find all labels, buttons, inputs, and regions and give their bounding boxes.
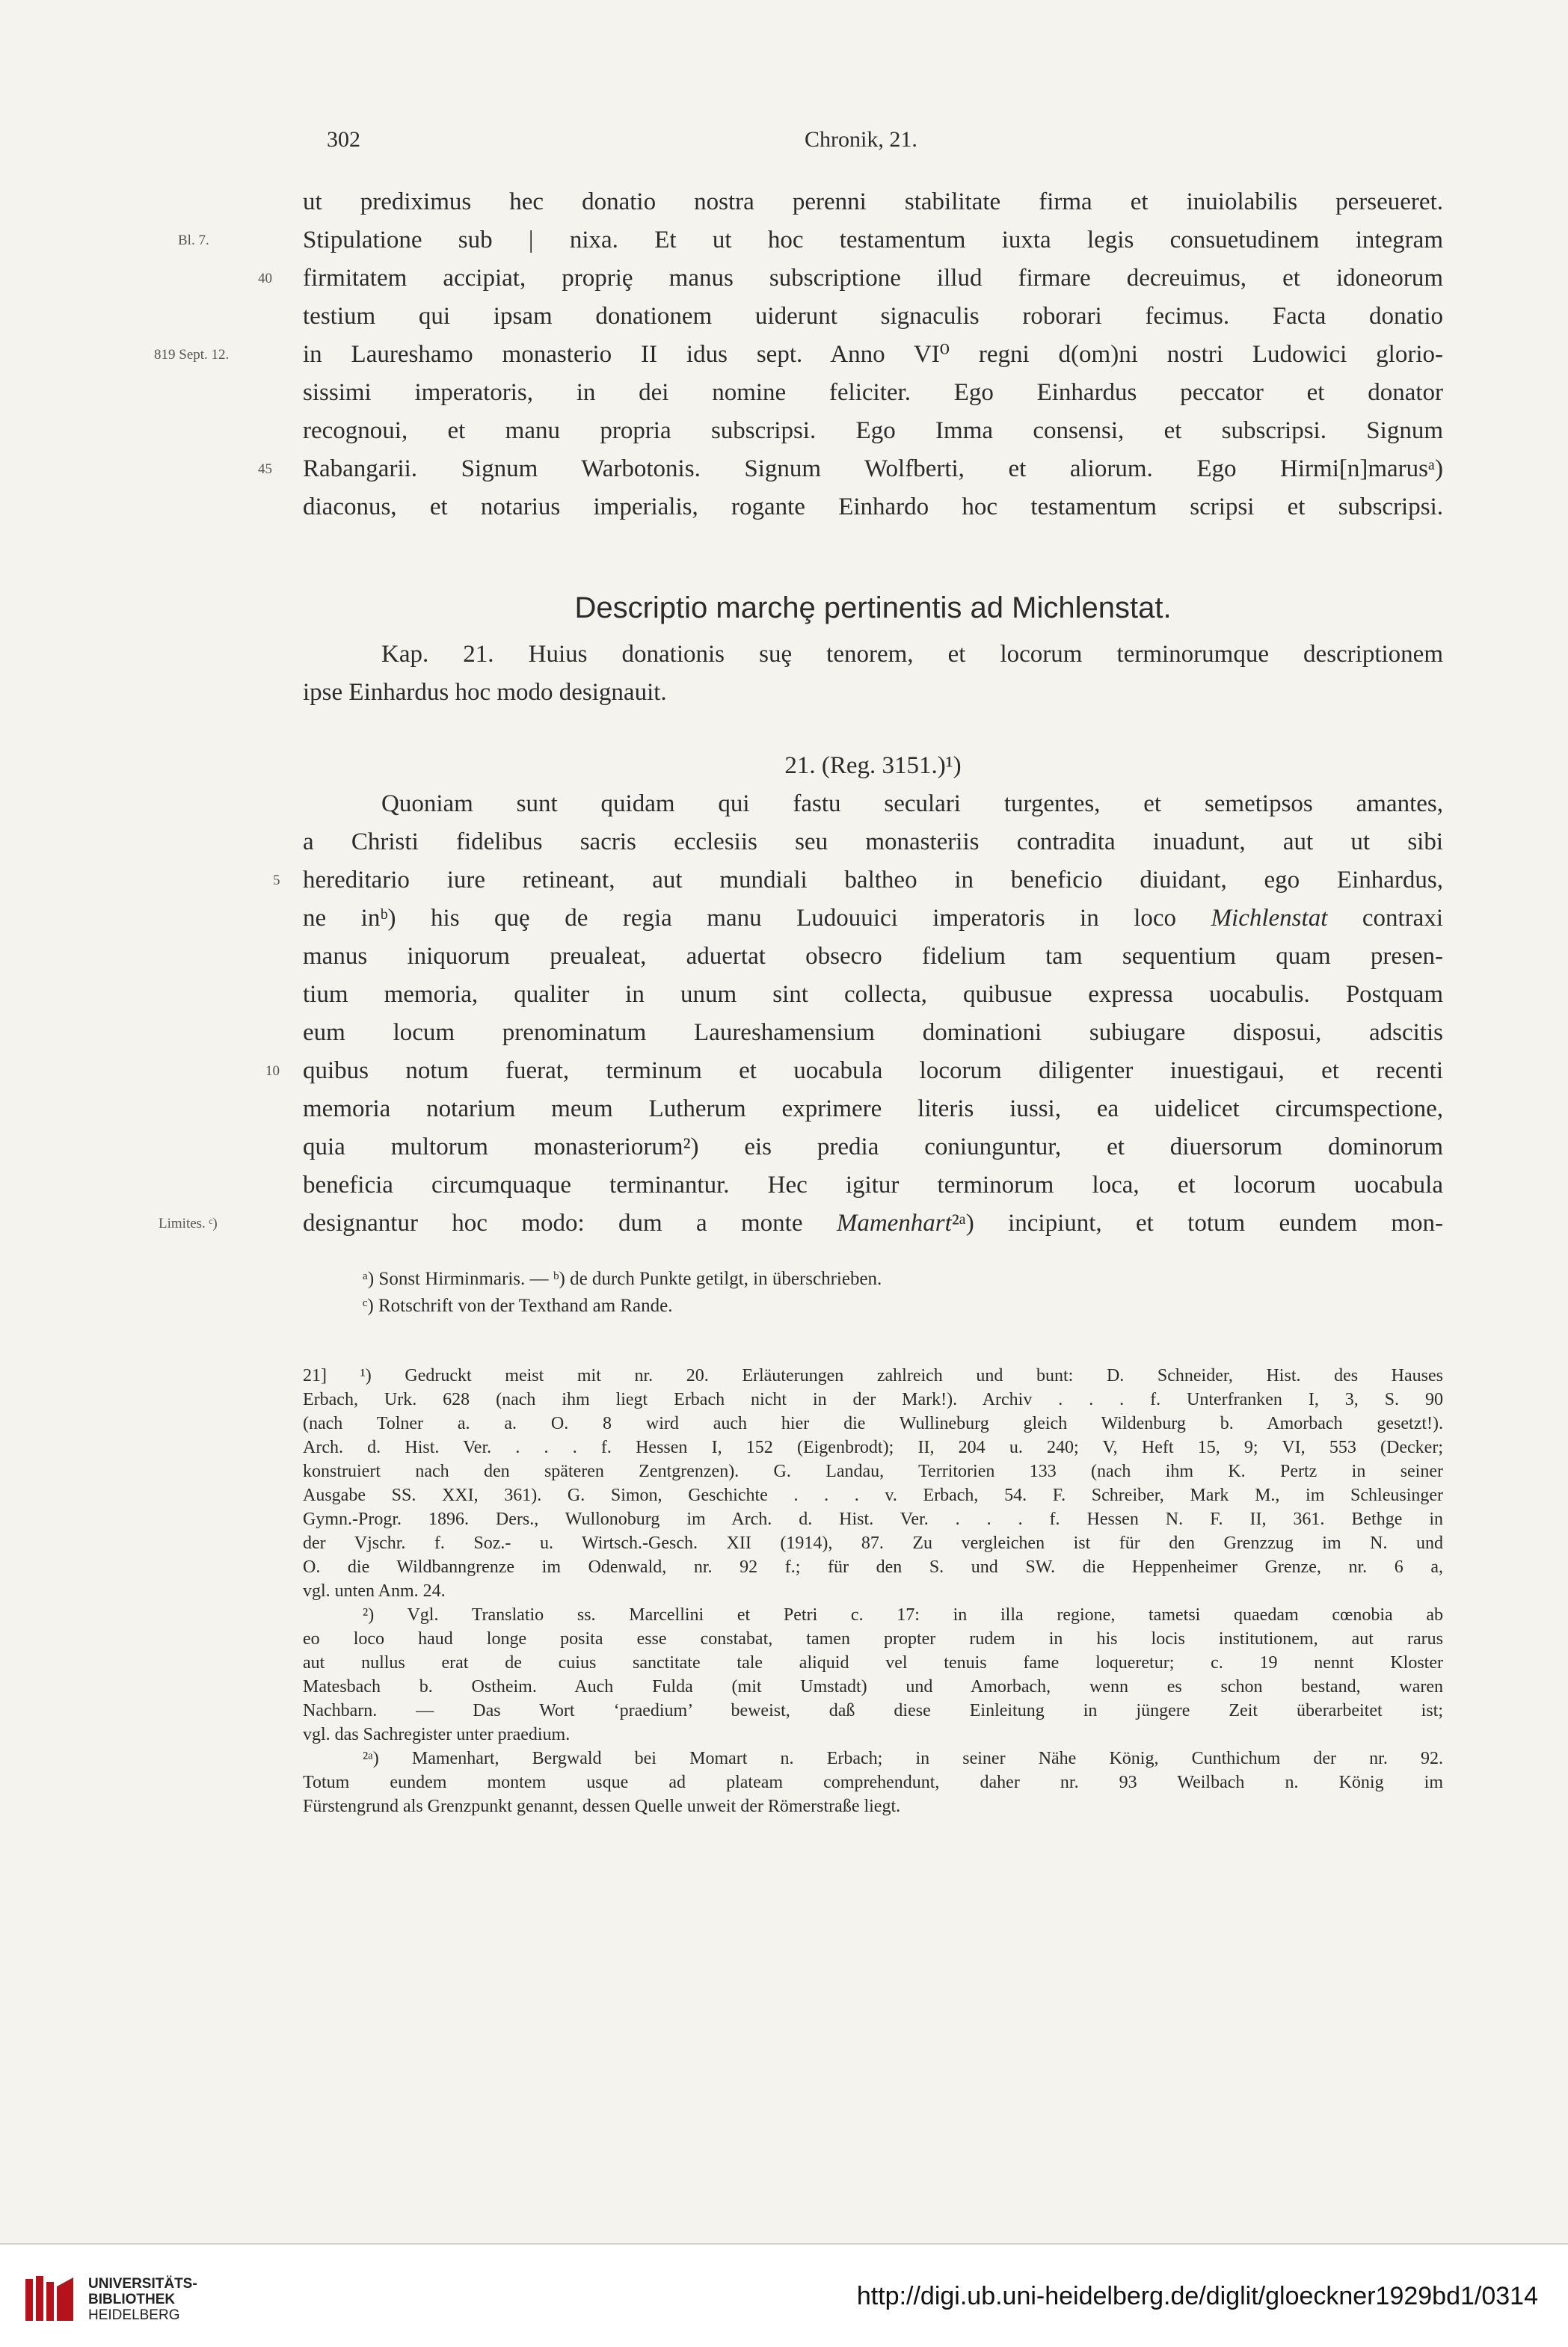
text-line: manus iniquorum preualeat, aduertat obsecro fidelium tam sequentium quam presen- — [303, 943, 1443, 970]
footnote-line: aut nullus erat de cuius sanctitate tale aliquid vel tenuis fame loqueretur; c. 19 nennt Kloster — [303, 1653, 1443, 1673]
footnote-line: konstruiert nach den späteren Zentgrenzen). G. Landau, Territorien 133 (nach ihm K. Pertz in seiner — [303, 1462, 1443, 1481]
margin-date: 819 Sept. 12. — [154, 347, 230, 363]
text-run: ne inᵇ) his quȩ de regia manu Ludouuici imperatoris in loco — [303, 905, 1211, 932]
margin-line-40: 40 — [258, 271, 272, 286]
library-name-line: UNIVERSITÄTS- — [88, 2276, 197, 2292]
text-line: recognoui, et manu propria subscripsi. Ego Imma consensi, et subscripsi. Signum — [303, 417, 1443, 444]
text-line: in Laureshamo monasterio II idus sept. Anno VI⁰ regni d(om)ni nostri Ludowici glorio- — [303, 341, 1443, 368]
footnote-line: 21] ¹) Gedruckt meist mit nr. 20. Erläuterungen zahlreich und bunt: D. Schneider, Hist. des Hauses — [303, 1366, 1443, 1385]
footnote-line: vgl. das Sachregister unter praedium. — [303, 1725, 571, 1744]
intro-block — [303, 636, 1443, 712]
top-text-block — [303, 183, 1443, 526]
page-number: 302 — [327, 127, 360, 152]
place-name: Michlenstat — [1211, 905, 1328, 932]
text-line: tium memoria, qualiter in unum sint collecta, quibusue expressa uocabulis. Postquam — [303, 981, 1443, 1008]
margin-limites: Limites. ᶜ) — [159, 1216, 218, 1231]
footnote-line: O. die Wildbanngrenze im Odenwald, nr. 92 f.; für den S. und SW. die Heppenheimer Grenze, nr. 6 a, — [303, 1557, 1443, 1577]
footnote-line: Gymn.-Progr. 1896. Ders., Wullonoburg im Arch. d. Hist. Ver. . . . f. Hessen N. F. II, 361. Bethge in — [303, 1510, 1443, 1529]
margin-line-5: 5 — [273, 873, 280, 888]
footnote-line: Fürstengrund als Grenzpunkt genannt, dessen Quelle unweit der Römerstraße liegt. — [303, 1797, 901, 1816]
library-name-line: BIBLIOTHEK — [88, 2292, 176, 2307]
footnote-line: ²) Vgl. Translatio ss. Marcellini et Petri c. 17: in illa regione, tametsi quaedam cœnobia ab — [363, 1605, 1443, 1625]
text-line: eum locum prenominatum Laureshamensium dominationi subiugare disposui, adscitis — [303, 1019, 1443, 1046]
library-logo-icon — [21, 2271, 76, 2327]
footnote-line: Totum eundem montem usque ad plateam comprehendunt, daher nr. 93 Weilbach n. König im — [303, 1773, 1443, 1792]
footnote-line: Nachbarn. — Das Wort ‘praedium’ beweist, daß diese Einleitung in jüngere Zeit überarbeitet ist; — [303, 1701, 1443, 1720]
text-line: testium qui ipsam donationem uiderunt signaculis roborari fecimus. Facta donatio — [303, 303, 1443, 330]
text-line: diaconus, et notarius imperialis, rogante Einhardo hoc testamentum scripsi et subscripsi. — [303, 493, 1443, 520]
running-title: Chronik, 21. — [805, 127, 917, 152]
text-line — [303, 899, 1443, 938]
library-name — [88, 2276, 197, 2323]
text-run: contraxi — [1327, 905, 1443, 932]
section-title: Descriptio marchȩ pertinentis ad Michlenstat. — [574, 591, 1172, 624]
footnote-line: Arch. d. Hist. Ver. . . . f. Hessen I, 152 (Eigenbrodt); II, 204 u. 240; V, Heft 15, 9; VI, 553 (Decker; — [303, 1438, 1443, 1457]
footnote-line: der Vjschr. f. Soz.- u. Wirtsch.-Gesch. XII (1914), 87. Zu vergleichen ist für den Grenzzug im N. und — [303, 1534, 1443, 1553]
footnote-line: Erbach, Urk. 628 (nach ihm liegt Erbach nicht in der Mark!). Archiv . . . f. Unterfranken I, 3, S. 90 — [303, 1390, 1443, 1409]
text-line: hereditario iure retineant, aut mundiali baltheo in beneficio diuidant, ego Einhardus, — [303, 867, 1443, 893]
text-run: ²ᵃ) incipiunt, et totum eundem mon- — [951, 1210, 1443, 1237]
document-heading-block — [303, 747, 1443, 785]
footnote-line: Matesbach b. Ostheim. Auch Fulda (mit Umstadt) und Amorbach, wenn es schon bestand, waren — [303, 1677, 1443, 1697]
permalink-url[interactable]: http://digi.ub.uni-heidelberg.de/diglit/gloeckner1929bd1/0314 — [856, 2282, 1538, 2310]
text-line: a Christi fidelibus sacris ecclesiis seu monasteriis contradita inuadunt, aut ut sibi — [303, 828, 1443, 855]
library-name-line: HEIDELBERG — [88, 2307, 180, 2323]
main-text-block — [303, 785, 1443, 1243]
text-critical-notes — [303, 1266, 1443, 1320]
footnote-line: ²ᵃ) Mamenhart, Bergwald bei Momart n. Erbach; in seiner Nähe König, Cunthichum der nr. 92. — [363, 1749, 1443, 1768]
margin-line-10: 10 — [265, 1063, 280, 1079]
text-line: ut prediximus hec donatio nostra perenni stabilitate firma et inuiolabilis perseueret. — [303, 188, 1443, 215]
note-line: ᵃ) Sonst Hirminmaris. — ᵇ) de durch Punkte getilgt, in überschrieben. — [363, 1269, 882, 1289]
text-line: quibus notum fuerat, terminum et uocabula locorum diligenter inuestigaui, et recenti — [303, 1057, 1443, 1084]
text-line: Quoniam sunt quidam qui fastu seculari turgentes, et semetipsos amantes, — [381, 790, 1443, 817]
footnote-line: vgl. unten Anm. 24. — [303, 1581, 446, 1601]
text-line: Rabangarii. Signum Warbotonis. Signum Wolfberti, et aliorum. Ego Hirmi[n]marusᵃ) — [303, 455, 1443, 482]
text-line: ipse Einhardus hoc modo designauit. — [303, 679, 667, 706]
text-line: Stipulatione sub | nixa. Et ut hoc testamentum iuxta legis consuetudinem integram — [303, 227, 1443, 253]
text-line: Kap. 21. Huius donationis suȩ tenorem, et locorum terminorumque descriptionem — [381, 641, 1443, 668]
text-line: memoria notarium meum Lutherum exprimere literis iussi, ea uidelicet circumspectione, — [303, 1095, 1443, 1122]
text-line — [303, 1205, 1443, 1243]
footnotes-block — [303, 1364, 1443, 1818]
text-line: beneficia circumquaque terminantur. Hec igitur terminorum loca, et locorum uocabula — [303, 1172, 1443, 1199]
document-heading: 21. (Reg. 3151.)¹) — [784, 752, 962, 779]
margin-line-45: 45 — [258, 461, 272, 477]
note-line: ᶜ) Rotschrift von der Texthand am Rande. — [363, 1296, 673, 1316]
text-line: firmitatem accipiat, propriȩ manus subscriptione illud firmare decreuimus, et idoneorum — [303, 265, 1443, 292]
footnote-line: eo loco haud longe posita esse constabat, tamen propter rudem in his locis institutionem, aut rarus — [303, 1629, 1443, 1649]
footnote-line: (nach Tolner a. a. O. 8 wird auch hier die Wullineburg gleich Wildenburg b. Amorbach gesetzt!). — [303, 1414, 1443, 1433]
footnote-line: Ausgabe SS. XXI, 361). G. Simon, Geschichte . . . v. Erbach, 54. F. Schreiber, Mark M., im Schleusinger — [303, 1486, 1443, 1505]
text-line: sissimi imperatoris, in dei nomine feliciter. Ego Einhardus peccator et donator — [303, 379, 1443, 406]
margin-sheet-ref: Bl. 7. — [178, 233, 209, 248]
place-name: Mamenhart — [836, 1210, 952, 1237]
text-run: designantur hoc modo: dum a monte — [303, 1210, 837, 1237]
library-footer — [0, 2243, 1568, 2347]
text-line: quia multorum monasteriorum²) eis predia coniunguntur, et diuersorum dominorum — [303, 1133, 1443, 1160]
